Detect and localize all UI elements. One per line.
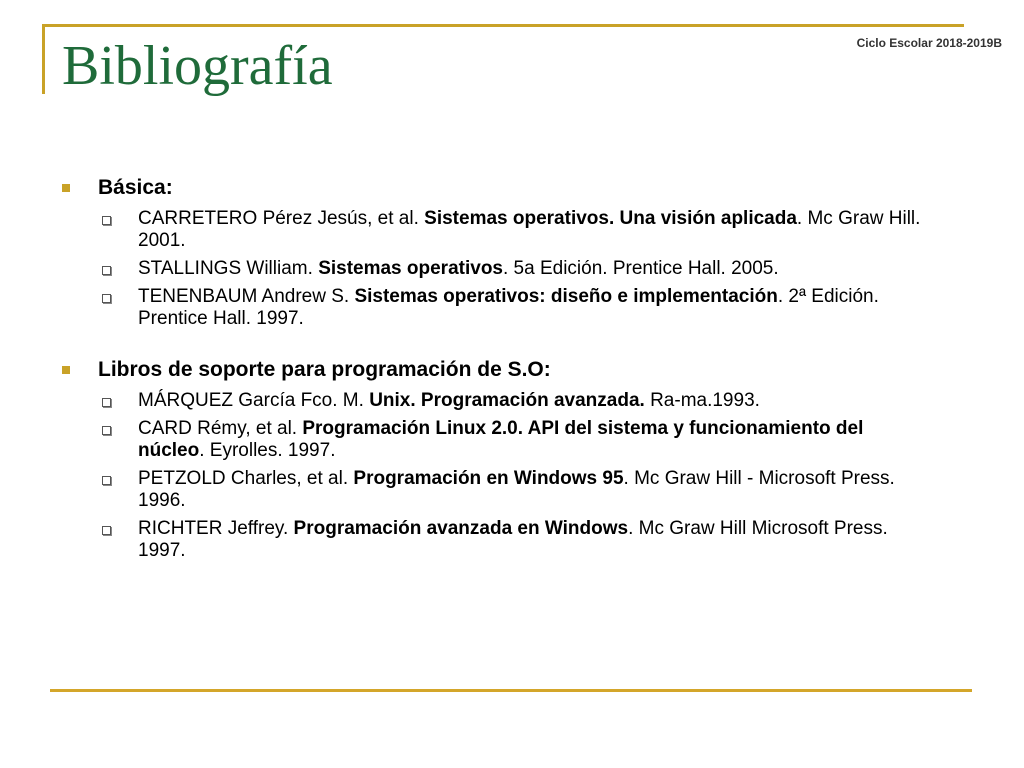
- reference-list: [62, 208, 962, 330]
- reference-text: [138, 418, 928, 462]
- reference-item: [102, 286, 962, 330]
- reference-author: MÁRQUEZ García Fco. M.: [138, 390, 370, 411]
- bottom-divider: [50, 689, 972, 692]
- reference-item: [102, 208, 962, 252]
- reference-work-title: Sistemas operativos. Una visión aplicada: [424, 208, 797, 229]
- section-heading: Básica:: [98, 176, 173, 199]
- hollow-square-bullet-icon: [102, 426, 111, 435]
- square-bullet-icon: [62, 184, 70, 192]
- reference-publication: . 5a Edición. Prentice Hall. 2005.: [503, 258, 779, 279]
- reference-work-title: Sistemas operativos: diseño e implementación: [354, 286, 778, 307]
- reference-item: [102, 418, 962, 462]
- hollow-square-bullet-icon: [102, 266, 111, 275]
- reference-item: [102, 390, 962, 412]
- section-heading-row: [62, 358, 962, 382]
- square-bullet-icon: [62, 366, 70, 374]
- frame-top-line: [42, 24, 964, 27]
- reference-author: STALLINGS William.: [138, 258, 319, 279]
- reference-author: CARRETERO Pérez Jesús, et al.: [138, 208, 425, 229]
- reference-item: [102, 518, 962, 562]
- reference-text: [138, 286, 928, 330]
- reference-publication: . Mc Graw Hill - Microsoft Press. 1996.: [138, 468, 895, 511]
- reference-work-title: Sistemas operativos: [318, 258, 503, 279]
- reference-list: [62, 390, 962, 562]
- section-heading: Libros de soporte para programación de S.O:: [98, 358, 551, 381]
- section-basic: [62, 176, 962, 330]
- reference-author: CARD Rémy, et al.: [138, 418, 303, 439]
- frame-left-line: [42, 24, 45, 94]
- reference-work-title: Programación en Windows 95: [353, 468, 624, 489]
- reference-author: RICHTER Jeffrey.: [138, 518, 294, 539]
- hollow-square-bullet-icon: [102, 216, 111, 225]
- reference-item: [102, 468, 962, 512]
- reference-text: [138, 468, 928, 512]
- hollow-square-bullet-icon: [102, 476, 111, 485]
- hollow-square-bullet-icon: [102, 398, 111, 407]
- section-support-books: [62, 358, 962, 562]
- reference-author: PETZOLD Charles, et al.: [138, 468, 354, 489]
- reference-work-title: Programación Linux 2.0. API del sistema y funcionamiento del núcleo: [138, 418, 864, 461]
- hollow-square-bullet-icon: [102, 294, 111, 303]
- hollow-square-bullet-icon: [102, 526, 111, 535]
- reference-author: TENENBAUM Andrew S.: [138, 286, 355, 307]
- reference-work-title: Unix. Programación avanzada.: [369, 390, 645, 411]
- reference-work-title: Programación avanzada en Windows: [293, 518, 629, 539]
- reference-text: [138, 208, 928, 252]
- reference-text: [138, 518, 928, 562]
- reference-publication: . 2ª Edición. Prentice Hall. 1997.: [138, 286, 879, 329]
- slide-title: Bibliografía: [62, 35, 333, 97]
- reference-publication: . Mc Graw Hill Microsoft Press. 1997.: [138, 518, 888, 561]
- reference-text: [138, 390, 928, 412]
- course-cycle-label: Ciclo Escolar 2018-2019B: [856, 36, 1002, 50]
- reference-publication: . Mc Graw Hill. 2001.: [138, 208, 921, 251]
- bibliography-content: [62, 176, 962, 568]
- section-heading-row: [62, 176, 962, 200]
- reference-publication: . Eyrolles. 1997.: [199, 440, 336, 461]
- reference-text: [138, 258, 928, 280]
- reference-item: [102, 258, 962, 280]
- reference-publication: Ra-ma.1993.: [644, 390, 760, 411]
